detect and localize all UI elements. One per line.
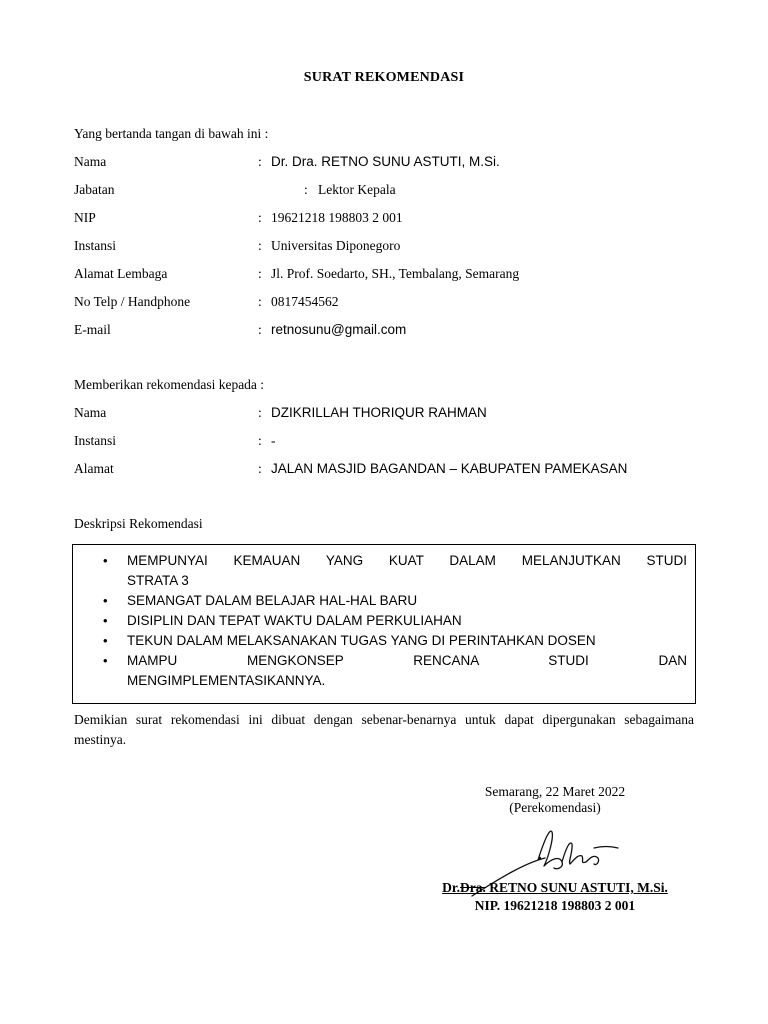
field-label: Instansi [74, 433, 116, 448]
sign-place-date: Semarang, 22 Maret 2022 [484, 784, 626, 799]
sign-role: (Perekomendasi) [509, 800, 601, 815]
field-value: 19621218 198803 2 001 [271, 210, 403, 225]
list-item [103, 651, 687, 691]
field-separator: : [258, 433, 262, 448]
description-heading: Deskripsi Rekomendasi [74, 516, 203, 531]
field-separator: : [258, 461, 262, 476]
intro-text: Yang bertanda tangan di bawah ini : [74, 126, 269, 141]
field-separator: : [258, 210, 262, 225]
field-separator: : [304, 182, 308, 197]
recommender-row-jabatan [74, 182, 694, 202]
signer-title-prefix: Dr. [442, 880, 461, 895]
bullet-icon: • [103, 593, 108, 608]
list-item [103, 611, 687, 631]
list-item-continuation: STRATA 3 [127, 573, 189, 588]
recommender-row-nama [74, 154, 694, 174]
recommender-row-nip [74, 210, 694, 230]
list-item [103, 551, 687, 591]
field-label: Nama [74, 405, 107, 420]
field-separator: : [258, 154, 262, 169]
field-label: Nama [74, 154, 107, 169]
field-separator: : [258, 322, 262, 337]
recommender-row-instansi [74, 238, 694, 258]
signer-nip: NIP. 19621218 198803 2 001 [474, 898, 636, 913]
email-value: retnosunu@gmail.com [271, 322, 407, 337]
recipient-row-instansi [74, 433, 694, 453]
list-item [103, 591, 687, 611]
field-value: JALAN MASJID BAGANDAN – KABUPATEN PAMEKASAN [271, 461, 628, 476]
list-item-text: DISIPLIN DAN TEPAT WAKTU DALAM PERKULIAHAN [127, 613, 462, 628]
list-item-text: SEMANGAT DALAM BELAJAR HAL-HAL BARU [127, 593, 418, 608]
field-value: Jl. Prof. Soedarto, SH., Tembalang, Semarang [271, 266, 520, 281]
field-separator: : [258, 405, 262, 420]
signer-name [420, 880, 690, 896]
field-value: Lektor Kepala [318, 182, 396, 197]
list-item-text: MEMPUNYAI KEMAUAN YANG KUAT DALAM MELANJUTKAN STUDI [127, 553, 687, 568]
field-label: Alamat Lembaga [74, 266, 168, 281]
field-label: NIP [74, 210, 96, 225]
bullet-icon: • [103, 613, 108, 628]
field-label: Jabatan [74, 182, 115, 197]
recommender-row-email [74, 322, 694, 342]
recommend-to-intro: Memberikan rekomendasi kepada : [74, 377, 265, 392]
field-label: Alamat [74, 461, 114, 476]
bullet-icon: • [103, 653, 108, 668]
letter-title: SURAT REKOMENDASI [303, 70, 465, 85]
description-box [72, 544, 696, 704]
description-list [103, 551, 687, 691]
field-separator: : [258, 294, 262, 309]
field-label: Instansi [74, 238, 116, 253]
recommender-row-alamat-lembaga [74, 266, 694, 286]
list-item-continuation: MENGIMPLEMENTASIKANNYA. [127, 673, 326, 688]
bullet-icon: • [103, 633, 108, 648]
list-item-text: TEKUN DALAM MELAKSANAKAN TUGAS YANG DI PERINTAHKAN DOSEN [127, 633, 596, 648]
list-item-text: MAMPU MENGKONSEP RENCANA STUDI DAN [127, 653, 687, 668]
field-separator: : [258, 238, 262, 253]
list-item [103, 631, 687, 651]
field-separator: : [258, 266, 262, 281]
field-value: DZIKRILLAH THORIQUR RAHMAN [271, 405, 487, 420]
closing-paragraph: Demikian surat rekomendasi ini dibuat dengan sebenar-benarnya untuk dapat dipergunakan sebagaimana mestinya. [74, 712, 694, 747]
field-value: - [271, 433, 276, 448]
recipient-row-nama [74, 405, 694, 425]
bullet-icon: • [103, 553, 108, 568]
field-value: Dr. Dra. RETNO SUNU ASTUTI, M.Si. [271, 154, 500, 169]
signer-title-struck: Dra. [460, 880, 486, 895]
recipient-row-alamat [74, 461, 694, 481]
recommender-row-telp [74, 294, 694, 314]
field-value: 0817454562 [271, 294, 339, 309]
signer-name-rest: RETNO SUNU ASTUTI, M.Si. [485, 880, 668, 895]
field-label: E-mail [74, 322, 111, 337]
field-label: No Telp / Handphone [74, 294, 191, 309]
field-value: Universitas Diponegoro [271, 238, 401, 253]
